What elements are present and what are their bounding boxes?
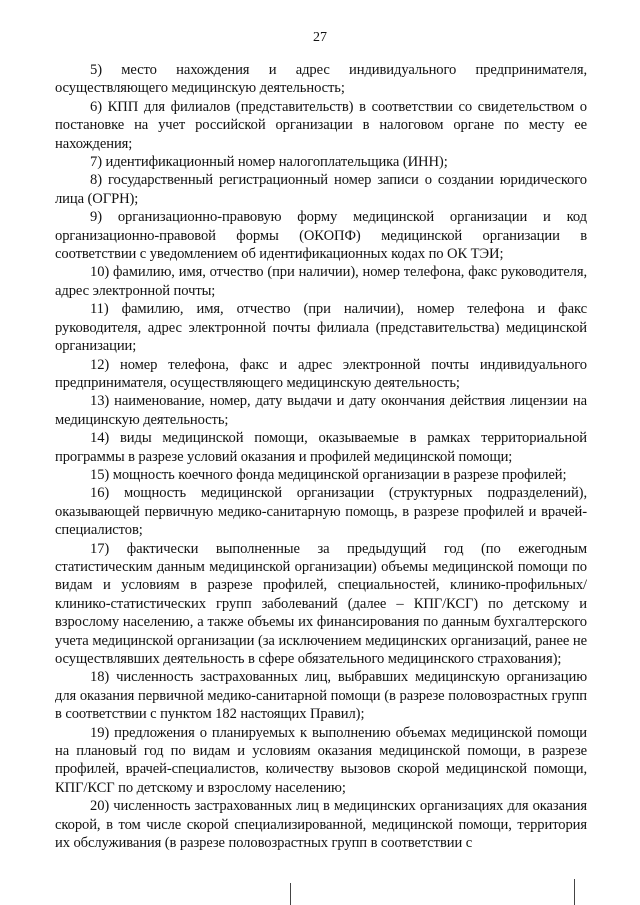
list-item-16: 16) мощность медицинской организации (структурных подразделений), оказывающей первичную медико-санитарную помощь, в разрезе профилей и врачей-специалистов;: [55, 485, 587, 539]
list-item-14: 14) виды медицинской помощи, оказываемые в рамках территориальной программы в разрезе условий оказания и профилей медицинской помощи;: [55, 430, 587, 465]
list-item-13: 13) наименование, номер, дату выдачи и дату окончания действия лицензии на медицинскую деятельность;: [55, 393, 587, 428]
list-item-15: 15) мощность коечного фонда медицинской организации в разрезе профилей;: [90, 466, 567, 483]
list-item-6: 6) КПП для филиалов (представительств) в соответствии со свидетельством о постановке на учет российской организации в налоговом органе по месту ее нахождения;: [55, 98, 587, 152]
list-item-19: 19) предложения о планируемых к выполнению объемах медицинской помощи на плановый год по видам и условиям оказания медицинской помощи, в разрезе профилей, врачей-специалистов, количеству вызовов скорой медицинской помощи, КПГ/КСГ по детскому и взрослому населению;: [55, 724, 587, 796]
list-item-12: 12) номер телефона, факс и адрес электронной почты индивидуального предпринимателя, осуществляющего медицинскую деятельность;: [55, 356, 587, 391]
scan-artifact-line: [290, 883, 291, 905]
list-item-17: 17) фактически выполненные за предыдущий год (по ежегодным статистическим данным медицинской организации) объемы медицинской помощи по видам и условиям в разрезе профилей, специальностей, клинико-профильных/клинико-статистических групп заболеваний (далее – КПГ/КСГ) по детскому и взрослому населению, а также объемы их финансирования по данным бухгалтерского учета медицинской организации (за исключением медицинских организаций, ранее не осуществлявших деятельность в сфере обязательного медицинского страхования);: [55, 540, 587, 667]
list-item-9: 9) организационно-правовую форму медицинской организации и код организационно-правовой формы (ОКОПФ) медицинской организации в соответствии с уведомлением об идентификационных кодах по ОК ТЭИ;: [55, 209, 587, 263]
list-item-7: 7) идентификационный номер налогоплательщика (ИНН);: [90, 154, 448, 171]
page-number: 27: [313, 30, 327, 45]
list-item-10: 10) фамилию, имя, отчество (при наличии), номер телефона, факс руководителя, адрес электронной почты;: [55, 264, 587, 299]
document-body: [55, 61, 587, 852]
list-item-18: 18) численность застрахованных лиц, выбравших медицинскую организацию для оказания первичной медико-санитарной помощи (в разрезе половозрастных групп в соответствии с пунктом 182 настоящих Правил);: [55, 669, 587, 723]
list-item-20: 20) численность застрахованных лиц в медицинских организациях для оказания скорой, в том числе скорой специализированной, медицинской помощи, территория их обслуживания (в разрезе половозрастных групп в соответствии с: [55, 798, 587, 852]
list-item-5: 5) место нахождения и адрес индивидуального предпринимателя, осуществляющего медицинскую деятельность;: [55, 62, 587, 97]
list-item-11: 11) фамилию, имя, отчество (при наличии), номер телефона и факс руководителя, адрес электронной почты филиала (представительства) медицинской организации;: [55, 301, 587, 355]
scan-artifact-line: [574, 879, 575, 905]
list-item-8: 8) государственный регистрационный номер записи о создании юридического лица (ОГРН);: [55, 172, 587, 207]
